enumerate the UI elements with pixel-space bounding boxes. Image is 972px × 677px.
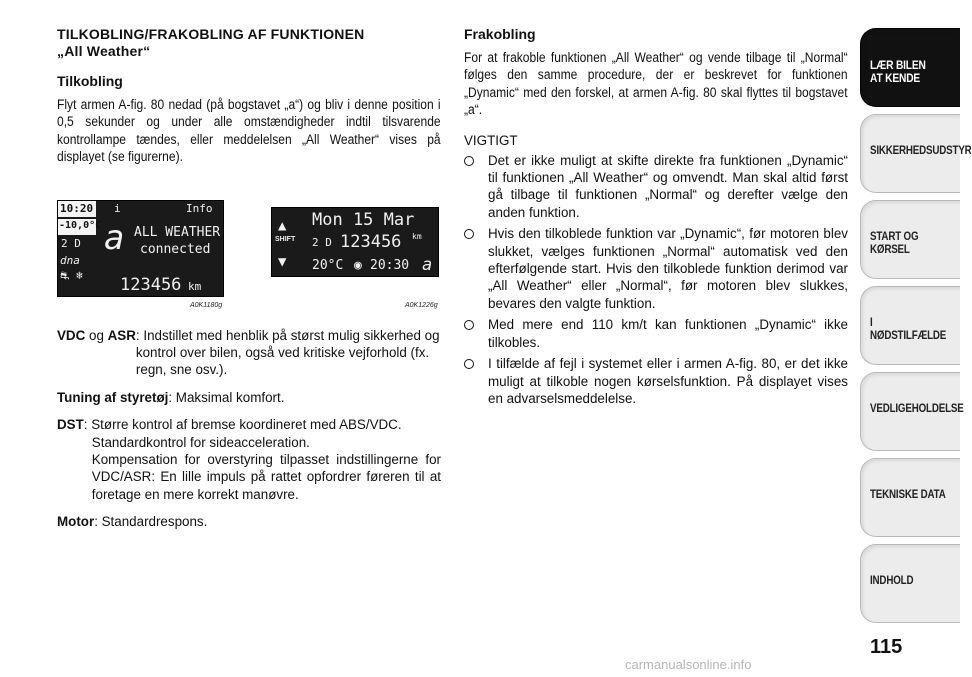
frakobling-paragraph: For at frakoble funktionen „All Weather“ og vende tilbage til „Normal“ følges den samme procedure, der er beskrevet for funktionen „Dynamic“ med den forskel, at armen A-fig. 80 skal flyttes til bogstavet „a“. [464,50,848,118]
list-item: Det er ikke muligt at skifte direkte fra funktionen „Dynamic“ til funktionen „All Weather“ og omvendt. Man skal altid først gå tilbage til funktionen „Normal“ og derefter vælge den anden funktion. [464,152,848,222]
list-item: Med mere end 110 km/t kan funktionen „Dynamic“ ikke tilkobles. [464,316,848,351]
chapter-tabs [860,28,972,630]
tab-sikkerhedsudstyr[interactable]: SIKKERHEDSUDSTYR [860,114,960,193]
tab-indhold[interactable]: INDHOLD [860,544,960,623]
fig2-odometer: 123456 [340,231,402,252]
watermark: carmanualsonline.info [625,657,752,672]
figure2-caption: A0K1226g [405,301,438,309]
list-item: I tilfælde af fejl i systemet eller i armen A-fig. 80, er det ikke muligt at tilkoble nogen kørselsfunktion. På displayet vises en advarselsmeddelelse. [464,355,848,407]
def-motor: Motor: Standardrespons. [57,514,208,530]
tab-vedligeholdelse[interactable]: VEDLIGEHOLDELSE [860,372,960,451]
def-dst: DST : Større kontrol af bremse koordineret med ABS/VDC. Standardkontrol for sideacceleration. Kompensation for overstyring tilpasset indstillingerne for VDC/ASR: En lille impuls på rattet opfordrer føreren til at foretage en mere korrekt manøvre. [57,417,441,502]
fig1-msg-line1: ALL WEATHER [134,224,221,240]
def-vdc-asr: VDC og ASR : Indstillet med henblik på størst mulig sikkerhed og kontrol over bilen, også ved kritiske vejforhold (fx. regn, sne osv.). [57,327,440,378]
section-title [57,26,441,60]
list-item: Hvis den tilkoblede funktion var „Dynamic“, før motoren blev slukket, vælges funktionen „Normal“ automatisk ved den efterfølgende start. Hvis den tilkoblede funktion derimod var „All Weather“ eller „Normal“, før motoren blev slukkes, bevares den valgte funktion. [464,225,848,312]
section-title-line2: „All Weather“ [57,43,151,59]
warning-title: VIGTIGT [464,132,518,148]
fig2-odo-unit: km [412,231,422,241]
def-styretoj: Tuning af styretøj: Maksimal komfort. [57,389,285,405]
fig1-odometer: 123456 [120,274,182,295]
triangle-down-icon: ▼ [278,253,287,270]
tab-laer-bilen[interactable]: LÆR BILEN AT KENDE [860,28,960,107]
tab-start-og-korsel[interactable]: START OG KØRSEL [860,200,960,279]
fig1-dna: dna [60,253,80,267]
fig2-clock: 20:30 [370,257,410,273]
section-title-line1: TILKOBLING/FRAKOBLING AF FUNKTIONEN [57,26,365,42]
fig1-gear: 2 D [61,236,81,250]
fig1-odo-unit: km [188,279,202,293]
fig2-trip-label: 2 D [312,235,332,249]
subhead-frakobling: Frakobling [464,26,536,42]
fig1-time: 10:20 [60,201,94,215]
tab-nodstilfaelde[interactable]: I NØDSTILFÆLDE [860,286,960,365]
right-column [464,26,848,407]
page-number: 115 [870,636,903,658]
figures [57,182,441,317]
car-icon: ⛐ ❄ [60,268,83,282]
fig2-date: Mon 15 Mar [312,209,415,230]
fig1-info: Info [186,201,213,215]
clock-icon: ◉ [354,257,362,273]
fig2-temp: 20°C [312,257,344,273]
left-column [57,26,441,531]
tilkobling-paragraph: Flyt armen A-fig. 80 nedad (på bogstavet „a“) og bliv i denne position i 0,5 sekunder og under alle omstændigheder indtil tilsvarende kontrollampe tændes, eller meddelelsen „All Weather“ vises på displayet (se figurerne). [57,97,441,165]
subhead-tilkobling: Tilkobling [57,73,123,89]
fig1-mode-letter: a [104,217,125,258]
warning-list [464,152,848,408]
fig1-temp: -10,0°C [59,219,102,231]
display-figure-1 [57,200,224,297]
figure1-caption: A0K1180g [190,301,223,309]
fig2-mode-letter: a [422,254,433,275]
triangle-up-icon: ▲ [278,217,287,234]
tab-tekniske-data[interactable]: TEKNISKE DATA [860,458,960,537]
fig1-info-icon: i [114,201,121,215]
display-figure-2 [271,207,439,277]
fig2-shift: SHIFT [275,235,296,243]
fig1-msg-line2: connected [140,241,211,257]
